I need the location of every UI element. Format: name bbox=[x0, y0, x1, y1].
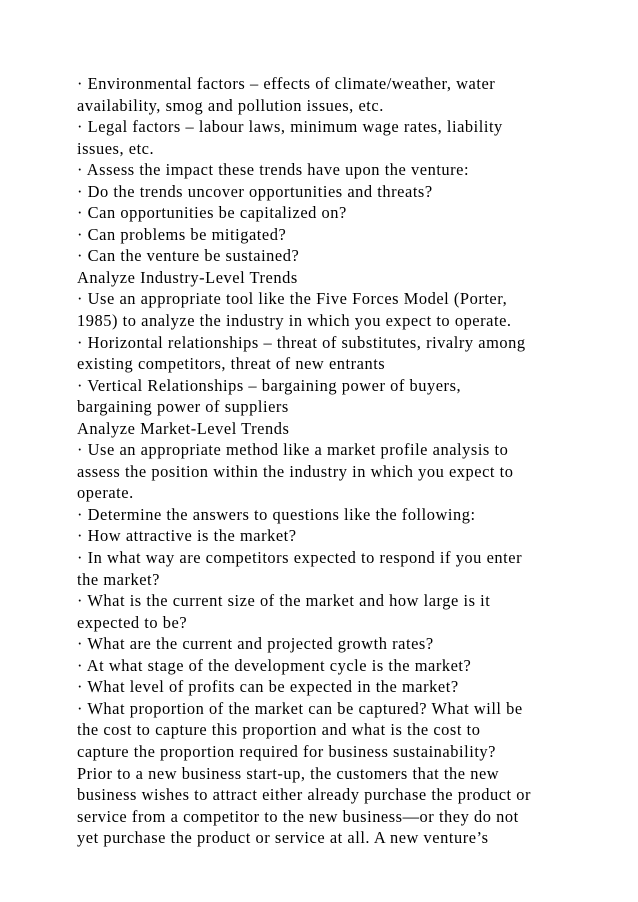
document-body bbox=[77, 73, 617, 849]
document-line: · Can opportunities be capitalized on? bbox=[77, 203, 347, 223]
document-line: operate. bbox=[77, 483, 134, 503]
document-line: · How attractive is the market? bbox=[77, 526, 297, 546]
document-line: · At what stage of the development cycle is the market? bbox=[77, 655, 472, 675]
document-line: expected to be? bbox=[77, 612, 188, 632]
document-line: · In what way are competitors expected to respond if you enter bbox=[77, 548, 523, 568]
document-line: Analyze Market-Level Trends bbox=[77, 418, 290, 438]
document-line: · Assess the impact these trends have upon the venture: bbox=[77, 160, 470, 180]
document-line: · Can problems be mitigated? bbox=[77, 224, 287, 244]
document-line: yet purchase the product or service at all. A new venture’s bbox=[77, 828, 489, 848]
document-line: Prior to a new business start-up, the customers that the new bbox=[77, 763, 500, 783]
document-line: business wishes to attract either already purchase the product or bbox=[77, 785, 532, 805]
document-line: existing competitors, threat of new entrants bbox=[77, 354, 386, 374]
document-line: · What are the current and projected growth rates? bbox=[77, 634, 434, 654]
document-line: assess the position within the industry in which you expect to bbox=[77, 461, 514, 481]
document-line: · Determine the answers to questions like the following: bbox=[77, 504, 476, 524]
document-line: service from a competitor to the new business—or they do not bbox=[77, 806, 519, 826]
document-line: · Vertical Relationships – bargaining power of buyers, bbox=[77, 375, 462, 395]
document-line: · What proportion of the market can be captured? What will be bbox=[77, 698, 523, 718]
document-line: the cost to capture this proportion and what is the cost to bbox=[77, 720, 481, 740]
document-line: availability, smog and pollution issues, etc. bbox=[77, 95, 384, 115]
document-line: Analyze Industry-Level Trends bbox=[77, 267, 298, 287]
document-line: · Legal factors – labour laws, minimum wage rates, liability bbox=[77, 117, 503, 137]
document-line: issues, etc. bbox=[77, 138, 155, 158]
document-line: 1985) to analyze the industry in which you expect to operate. bbox=[77, 311, 512, 331]
document-line: · What level of profits can be expected in the market? bbox=[77, 677, 459, 697]
document-line: · Use an appropriate tool like the Five Forces Model (Porter, bbox=[77, 289, 508, 309]
document-line: · Environmental factors – effects of climate/weather, water bbox=[77, 74, 496, 93]
document-line: capture the proportion required for business sustainability? bbox=[77, 741, 496, 761]
document-line: bargaining power of suppliers bbox=[77, 397, 289, 417]
document-line: · Can the venture be sustained? bbox=[77, 246, 300, 266]
document-line: · Do the trends uncover opportunities and threats? bbox=[77, 181, 433, 201]
document-line: · Horizontal relationships – threat of substitutes, rivalry among bbox=[77, 332, 526, 352]
document-line: the market? bbox=[77, 569, 160, 589]
document-line: · Use an appropriate method like a market profile analysis to bbox=[77, 440, 509, 460]
document-line: · What is the current size of the market and how large is it bbox=[77, 591, 491, 611]
